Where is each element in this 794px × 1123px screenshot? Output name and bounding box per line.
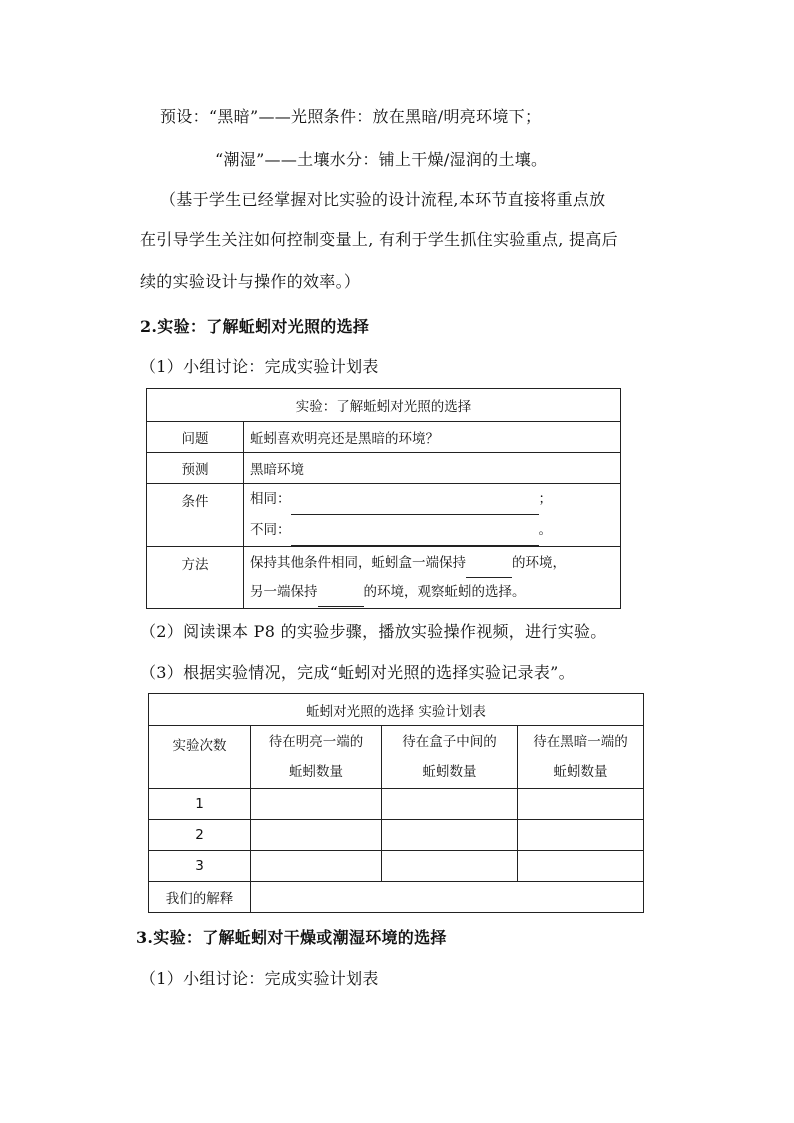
bright-count-cell[interactable]	[251, 789, 382, 820]
method-blank-1[interactable]	[466, 562, 512, 578]
method-cell	[244, 547, 621, 609]
predict-value: 黑暗环境	[244, 453, 621, 484]
col-header-middle	[382, 726, 518, 789]
col-header-bright-line-2: 蚯蚓数量	[289, 764, 343, 780]
section-2-step-2: （2）阅读课本 P8 的实验步骤，播放实验操作视频，进行实验。	[140, 622, 607, 641]
col-header-middle-line-2: 蚯蚓数量	[422, 764, 477, 780]
same-end: ；	[538, 491, 552, 507]
col-header-dark-line-2: 蚯蚓数量	[553, 764, 608, 780]
explanation-cell[interactable]	[251, 882, 644, 913]
trial-number: 2	[149, 820, 251, 851]
intro-line-2: “潮湿”——土壤水分：铺上干燥/湿润的土壤。	[215, 150, 548, 169]
table-row	[149, 820, 644, 851]
question-label: 问题	[147, 422, 244, 453]
method-text-b: 的环境，	[512, 554, 566, 571]
col-header-bright-line-1: 待在明亮一端的	[268, 734, 364, 750]
plan-table	[146, 388, 621, 609]
middle-count-cell[interactable]	[382, 820, 518, 851]
method-label: 方法	[147, 547, 244, 609]
middle-count-cell[interactable]	[382, 789, 518, 820]
diff-blank[interactable]	[291, 530, 539, 546]
note-line-2: 在引导学生关注如何控制变量上, 有利于学生抓住实验重点, 提高后	[140, 230, 618, 249]
diff-label: 不同：	[250, 522, 291, 538]
section-3-title: 3.实验：了解蚯蚓对干燥或潮湿环境的选择	[136, 928, 447, 947]
intro-line-1: 预设：“黑暗”——光照条件：放在黑暗/明亮环境下；	[160, 107, 542, 126]
same-label: 相同：	[250, 491, 291, 507]
table-row	[149, 789, 644, 820]
method-text-c: 另一端保持	[250, 583, 318, 600]
dark-count-cell[interactable]	[518, 820, 644, 851]
col-header-bright	[251, 726, 382, 789]
note-line-3: 续的实验设计与操作的效率。）	[140, 272, 361, 291]
col-header-trial: 实验次数	[149, 726, 251, 789]
trial-number: 1	[149, 789, 251, 820]
diff-condition-row	[250, 515, 614, 546]
explanation-label: 我们的解释	[149, 882, 251, 913]
col-header-middle-line-1: 待在盒子中间的	[402, 734, 497, 750]
section-3-step-1: （1）小组讨论：完成实验计划表	[140, 969, 379, 988]
method-text-d: 的环境，观察蚯蚓的选择。	[363, 583, 526, 600]
bright-count-cell[interactable]	[251, 820, 382, 851]
plan-table-title: 实验：了解蚯蚓对光照的选择	[147, 389, 621, 422]
condition-label: 条件	[147, 484, 244, 547]
question-value: 蚯蚓喜欢明亮还是黑暗的环境？	[244, 422, 621, 453]
col-header-dark-line-1: 待在黑暗一端的	[533, 734, 628, 750]
condition-cell	[244, 484, 621, 547]
method-blank-2[interactable]	[318, 591, 364, 607]
bright-count-cell[interactable]	[251, 851, 382, 882]
record-table-title: 蚯蚓对光照的选择 实验计划表	[149, 694, 644, 726]
method-row-2	[250, 578, 614, 607]
record-table	[148, 693, 644, 913]
note-line-1: （基于学生已经掌握对比实验的设计流程,本环节直接将重点放	[160, 190, 606, 209]
dark-count-cell[interactable]	[518, 789, 644, 820]
col-header-dark	[518, 726, 644, 789]
dark-count-cell[interactable]	[518, 851, 644, 882]
same-blank[interactable]	[291, 499, 539, 515]
same-condition-row	[250, 484, 614, 515]
method-row-1	[250, 549, 614, 578]
method-text-a: 保持其他条件相同，蚯蚓盒一端保持	[250, 554, 466, 571]
middle-count-cell[interactable]	[382, 851, 518, 882]
section-2-title: 2.实验：了解蚯蚓对光照的选择	[140, 317, 370, 336]
table-row	[149, 851, 644, 882]
predict-label: 预测	[147, 453, 244, 484]
section-2-step-1: （1）小组讨论：完成实验计划表	[140, 357, 379, 376]
trial-number: 3	[149, 851, 251, 882]
diff-end: 。	[538, 522, 552, 538]
section-2-step-3: （3）根据实验情况，完成“蚯蚓对光照的选择实验记录表”。	[140, 663, 575, 682]
